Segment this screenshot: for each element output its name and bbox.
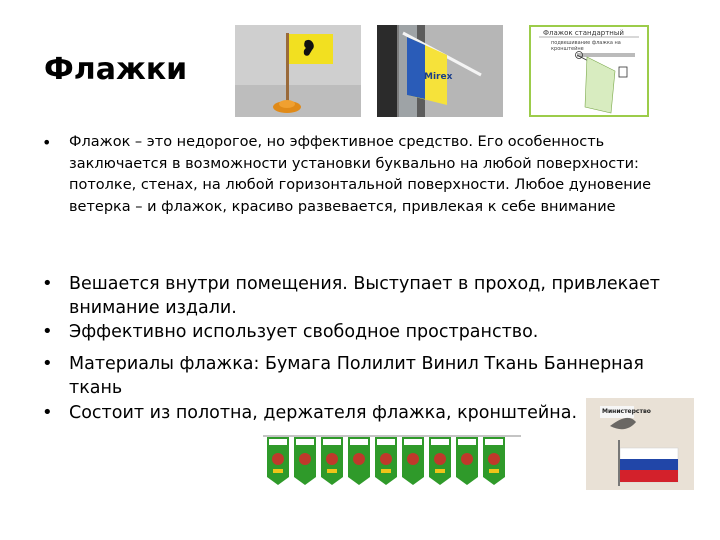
bullet-icon: • bbox=[42, 321, 53, 342]
russian-flag-photo bbox=[586, 398, 694, 490]
mirex-brand-label: Mirex bbox=[424, 72, 453, 82]
wall-flag-photo bbox=[377, 25, 503, 117]
garland-illustration bbox=[263, 433, 521, 488]
slide-title: Флажки bbox=[44, 52, 188, 87]
diagram-drawing bbox=[531, 27, 647, 115]
bullet-text: Материалы флажка: Бумага Полилит Винил Ткань Баннерная ткань bbox=[69, 354, 644, 398]
flag-garland-photo bbox=[263, 433, 521, 488]
bullet-icon: • bbox=[42, 353, 53, 374]
diagram-title: Флажок стандартный bbox=[543, 29, 624, 37]
bullet-icon: • bbox=[42, 133, 52, 152]
bullet-text: Эффективно использует свободное пространство. bbox=[69, 322, 539, 342]
bullet-text: Флажок – это недорогое, но эффективное средство. Его особенность заключается в возможности установки буквально на любой поверхности: потолке, стенах, на любой горизонтальной поверхности. Любое дуновение ветерка – и флажок, красиво развевается, привлекая к себе внимание bbox=[69, 134, 652, 215]
bullet-text: Состоит из полотна, держателя флажка, кронштейна. bbox=[69, 403, 578, 423]
desk-flag-photo bbox=[235, 25, 361, 117]
bullet-icon: • bbox=[42, 402, 53, 423]
diagram-subtitle: подвешивание флажка на кронштейне bbox=[551, 40, 621, 52]
bullet-icon: • bbox=[42, 273, 53, 294]
bullet-text: Вешается внутри помещения. Выступает в проход, привлекает внимание издали. bbox=[69, 274, 660, 318]
flag-diagram bbox=[529, 25, 649, 117]
russia-brand-label: Министерство bbox=[602, 408, 651, 415]
wall-flag-illustration bbox=[377, 25, 503, 117]
desk-flag-illustration bbox=[235, 25, 361, 117]
